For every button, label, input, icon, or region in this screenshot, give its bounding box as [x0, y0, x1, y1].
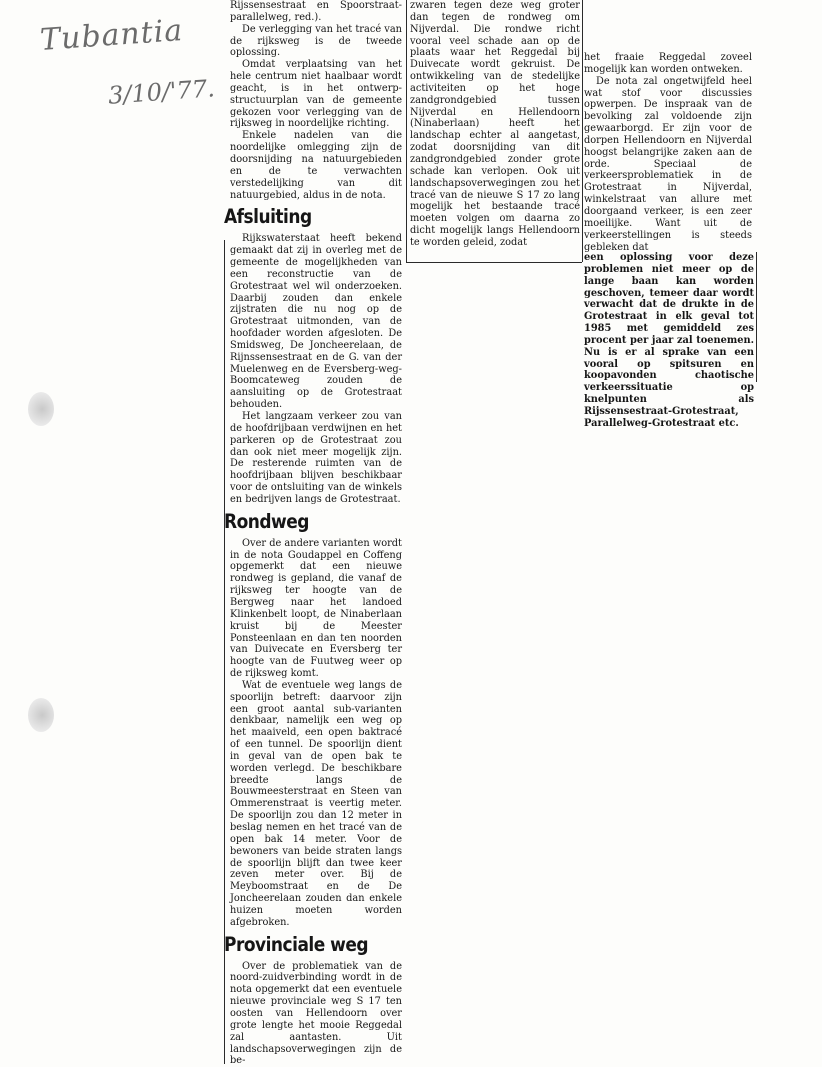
column-rule-horizontal — [406, 262, 582, 263]
handwritten-source-note: Tubantia — [38, 13, 185, 58]
paragraph: Rijssensestraat en Spoorstraat-parallelweg, red.). — [230, 0, 402, 23]
column-rule-right — [582, 0, 583, 262]
paragraph: zwaren tegen deze weg groter dan tegen de rondweg om Nijverdal. Die rondwe richt vooral veel schade aan op de plaats waar het Reggedal bij Duivecate wordt gekruist. De ontwikkeling van de stedelijke activiteiten op het hoge zandgrondgebied tussen Nijverdal en Hellendoorn (Ninaberlaan) heeft het landschap echter al aangetast, zodat doorsnijding van dit zandgrondgebied zonder grote schade kan verlopen. Ook uit landschapsoverwegingen zou het tracé van de nieuwe S 17 zo lang mogelijk het bestaande tracé moeten volgen om daarna zo dicht mogelijk langs Hellendoorn te worden geleid, zodat — [410, 0, 580, 248]
article-column-1 — [224, 0, 402, 1067]
section-heading-provinciale-weg: Provinciale weg — [224, 933, 369, 957]
paragraph: Het langzaam verkeer zou van de hoofdrijbaan verdwijnen en het parkeren op de Grotestraat zou dan ook niet meer mogelijk zijn. De resterende ruimten van de hoofdrijbaan blijven beschikbaar voor de ontsluiting van de winkels en bedrijven langs de Grotestraat. — [230, 411, 402, 505]
paragraph: een oplossing voor deze problemen niet meer op de lange baan kan worden geschoven, temeer daar wordt verwacht dat de drukte in de Grotestraat in elk geval tot 1985 met gemiddeld zes procent per jaar zal toenemen. Nu is er al sprake van een vooral op spitsuren en koopavonden chaotische verkeerssituatie op knelpunten als Rijssensestraat-Grotestraat, Parallelweg-Grotestraat etc. — [584, 252, 754, 429]
punch-hole-bottom — [28, 698, 54, 732]
paragraph: Wat de eventuele weg langs de spoorlijn betreft: daarvoor zijn een groot aantal sub-varianten denkbaar, namelijk een weg op het maaiveld, een open baktracé of een tunnel. De spoorlijn dient in geval van de open bak te worden verlegd. De beschikbare breedte langs de Bouwmeesterstraat en Steen van Ommerenstraat is veertig meter. De spoorlijn zou dan 12 meter in beslag nemen en het tracé van de open bak 14 meter. Voor de bewoners van beide straten langs de spoorlijn blijft dan twee keer zeven meter over. Bij de Meyboomstraat en de De Joncheerelaan zouden dan enkele huizen moeten worden afgebroken. — [230, 679, 402, 928]
column-rule-middle — [406, 0, 407, 262]
paragraph: De verlegging van het tracé van de rijksweg is de tweede oplossing. — [230, 23, 402, 59]
section-heading-afsluiting: Afsluiting — [224, 205, 312, 229]
paragraph: Omdat verplaatsing van het hele centrum niet haalbaar wordt geacht, is in het ontwerp-structuurplan van de gemeente gekozen voor verlegging van de rijksweg in noordelijke richting. — [230, 59, 402, 130]
punch-hole-top — [28, 392, 54, 426]
handwritten-date-note: 3/10/'77. — [107, 74, 216, 110]
paragraph: Over de problematiek van de noord-zuidverbinding wordt in de nota opgemerkt dat een eventuele nieuwe provinciale weg S 17 ten oosten van Hellendoorn over grote lengte het mooie Reggedal zal aantasten. Uit landschapsoverwegingen zijn de be- — [230, 960, 402, 1067]
article-column-2 — [410, 0, 580, 250]
paragraph: De nota zal ongetwijfeld heel wat stof voor discussies opwerpen. De inspraak van de bevolking zal voldoende zijn gewaarborgd. Er zijn voor de dorpen Hellendoorn en Nijverdal hoogst belangrijke zaken aan de orde. Speciaal de verkeersproblematiek in de Grotestraat in Nijverdal, winkelstraat van allure met doorgaand verkeer, is een zeer moeilijke. Want uit de verkeerstellingen is steeds gebleken dat — [584, 75, 752, 253]
paragraph: Rijkswaterstaat heeft bekend gemaakt dat zij in overleg met de gemeente de mogelijkheden van een reconstructie van de Grotestraat wel wil onderzoeken. Daarbij zouden dan enkele zijstraten die nu nog op de Grotestraat uitmonden, van de hoofdader worden afgesloten. De Smidsweg, De Joncheerelaan, de Rijnssensestraat en de G. van der Muelenweg en de Eversberg-weg-Boomcateweg zouden de aansluiting op de Grotestraat behouden. — [230, 233, 402, 411]
paragraph: het fraaie Reggedal zoveel mogelijk kan worden ontweken. — [584, 52, 752, 75]
section-heading-rondweg: Rondweg — [224, 510, 309, 534]
paragraph: Enkele nadelen van die noordelijke omlegging zijn de doorsnijding na natuurgebieden en de te verwachten verstedelijking van dit natuurgebied, aldus in de nota. — [230, 130, 402, 201]
column-rule-far-right — [756, 252, 757, 382]
article-column-3-top — [584, 52, 752, 253]
paragraph: Over de andere varianten wordt in de nota Goudappel en Coffeng opgemerkt dat een nieuwe rondweg is gepland, die vanaf de rijksweg ter hoogte van de Bergweg naar het landoed Klinkenbelt loopt, de Ninaberlaan kruist bij de Meester Ponsteenlaan en dan ten noorden van Duivecate en Eversberg ter hoogte van de Fuutweg weer op de rijksweg komt. — [230, 537, 402, 680]
article-column-3-bottom — [584, 252, 754, 429]
